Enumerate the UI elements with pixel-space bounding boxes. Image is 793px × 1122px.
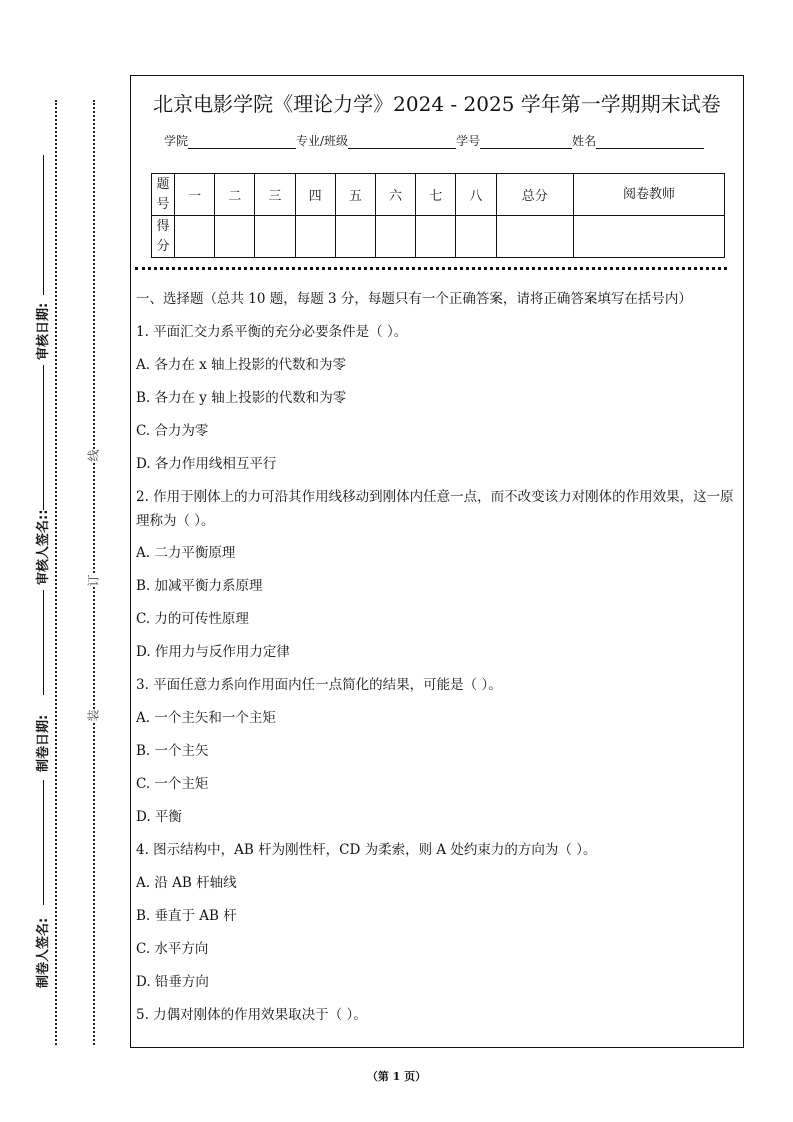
college-label: 学院	[164, 134, 189, 148]
sign-line	[43, 155, 44, 295]
score-table-score-row	[152, 216, 725, 258]
student-info	[164, 132, 704, 149]
header-label: 题号	[152, 174, 175, 216]
page-number: （第 1 页）	[366, 1070, 427, 1083]
score-cell[interactable]	[456, 216, 496, 258]
name-field[interactable]	[596, 134, 704, 149]
score-cell[interactable]	[335, 216, 375, 258]
name-label: 姓名	[572, 134, 597, 148]
major-field[interactable]	[348, 134, 456, 149]
binding-dotted-line-outer	[55, 100, 57, 1045]
header-cell: 一	[175, 174, 215, 216]
binding-mark-order: 订	[86, 574, 101, 587]
option: C. 力的可传性原理	[136, 611, 249, 627]
score-cell[interactable]	[416, 216, 456, 258]
score-cell[interactable]	[175, 216, 215, 258]
option: C. 水平方向	[136, 941, 209, 957]
header-cell: 五	[335, 174, 375, 216]
score-cell[interactable]	[295, 216, 335, 258]
score-label: 得分	[152, 216, 175, 258]
question: 5. 力偶对刚体的作用效果取决于（ ）。	[136, 1007, 367, 1023]
binding-dotted-line-inner	[93, 100, 95, 1045]
exam-frame	[130, 75, 744, 1048]
binding-mark-bind: 装	[86, 709, 101, 722]
score-table	[151, 173, 725, 258]
major-label: 专业/班级	[296, 134, 349, 148]
option: D. 各力作用线相互平行	[136, 456, 277, 472]
option: A. 沿 AB 杆轴线	[136, 875, 237, 891]
option: D. 铅垂方向	[136, 974, 209, 990]
score-cell[interactable]	[255, 216, 295, 258]
option: B. 垂直于 AB 杆	[136, 908, 237, 924]
sign-line	[43, 590, 44, 695]
reviewer-date-label: 审核日期:	[36, 302, 51, 360]
option: C. 合力为零	[136, 423, 209, 439]
option: A. 一个主矢和一个主矩	[136, 710, 276, 726]
score-cell[interactable]	[375, 216, 415, 258]
score-cell[interactable]	[496, 216, 574, 258]
maker-date-label: 制卷日期:	[36, 714, 51, 772]
header-cell: 八	[456, 174, 496, 216]
option: A. 各力在 x 轴上投影的代数和为零	[136, 357, 347, 373]
option: D. 作用力与反作用力定律	[136, 644, 290, 660]
question: 3. 平面任意力系向作用面内任一点简化的结果，可能是（ ）。	[136, 677, 502, 693]
score-cell[interactable]	[215, 216, 255, 258]
student-id-label: 学号	[456, 134, 481, 148]
section-heading: 一、选择题（总共 10 题，每题 3 分，每题只有一个正确答案，请将正确答案填写在括号内）	[136, 291, 692, 307]
maker-sign-label: 制卷人签名:	[36, 917, 51, 988]
header-cell: 二	[215, 174, 255, 216]
option: D. 平衡	[136, 809, 182, 825]
option: C. 一个主矩	[136, 776, 209, 792]
header-cell: 总分	[496, 174, 574, 216]
binding-mark-line: 线	[86, 449, 101, 462]
header-cell: 七	[416, 174, 456, 216]
sign-line	[43, 780, 44, 905]
option: A. 二力平衡原理	[136, 545, 236, 561]
header-cell: 六	[375, 174, 415, 216]
option: B. 各力在 y 轴上投影的代数和为零	[136, 390, 347, 406]
college-field[interactable]	[188, 134, 296, 149]
option: B. 加减平衡力系原理	[136, 578, 263, 594]
score-table-header-row	[152, 174, 725, 216]
question: 2. 作用于刚体上的力可沿其作用线移动到刚体内任意一点，而不改变该力对刚体的作用效果，这一原理称为（ ）。	[136, 489, 734, 529]
reviewer-sign-label: 审核人签名::	[36, 509, 51, 585]
question: 4. 图示结构中，AB 杆为刚性杆，CD 为柔索，则 A 处约束力的方向为（ ）。	[136, 842, 597, 858]
header-cell: 三	[255, 174, 295, 216]
student-id-field[interactable]	[480, 134, 572, 149]
option: B. 一个主矢	[136, 743, 209, 759]
question: 1. 平面汇交力系平衡的充分必要条件是（ ）。	[136, 324, 408, 340]
page-title: 北京电影学院《理论力学》2024 - 2025 学年第一学期期末试卷	[153, 92, 721, 116]
sign-line	[43, 365, 44, 510]
score-cell[interactable]	[574, 216, 725, 258]
header-cell: 阅卷教师	[574, 174, 725, 216]
dotted-divider	[135, 267, 727, 270]
exam-body	[136, 288, 736, 1032]
header-cell: 四	[295, 174, 335, 216]
